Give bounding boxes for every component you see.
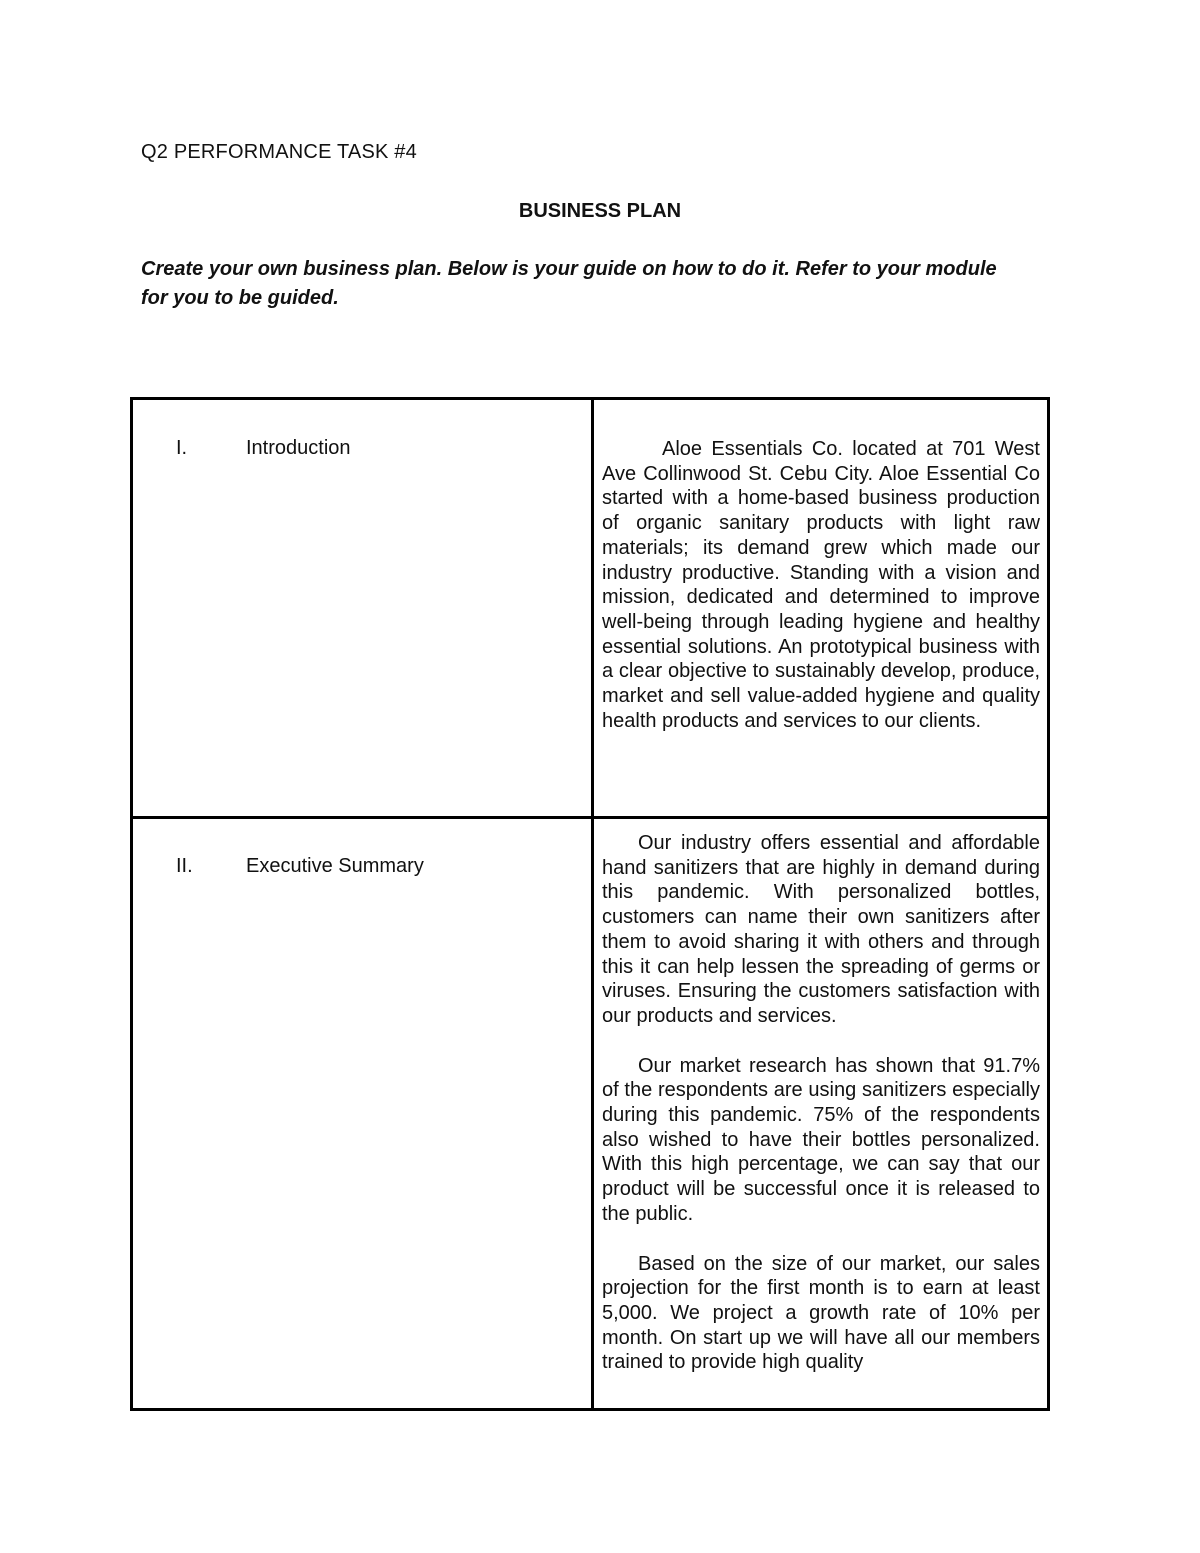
- section-name: Executive Summary: [246, 855, 424, 877]
- column-divider: [591, 400, 594, 1408]
- section-number: II.: [176, 855, 193, 877]
- paragraph: Based on the size of our market, our sales projection for the first month is to earn at least 5,000. We project a growth rate of 10% per month. On start up we will have all our members trained to provide high quality: [602, 1252, 1040, 1374]
- document-title: BUSINESS PLAN: [518, 200, 682, 222]
- section-number: I.: [176, 437, 188, 459]
- paragraph: Aloe Essentials Co. located at 701 West Ave Collinwood St. Cebu City. Aloe Essential Co started with a home-based business production of organic sanitary products with light raw materials; its demand grew which made our industry productive. Standing with a vision and mission, dedicated and determined to improve well-being through leading hygiene and healthy essential solutions. An prototypical business with a clear objective to sustainably develop, produce, market and sell value-added hygiene and quality health products and services to our clients.: [602, 438, 1040, 732]
- section-introduction-content: [602, 437, 1040, 807]
- section-executive-summary-content: [602, 831, 1040, 1403]
- paragraph: Our market research has shown that 91.7% of the respondents are using sanitizers especially during this pandemic. 75% of the respondents also wished to have their bottles personalized. With this high percentage, we can say that our product will be successful once it is released to the public.: [602, 1054, 1040, 1225]
- section-name: Introduction: [246, 437, 351, 459]
- paragraph: Our industry offers essential and affordable hand sanitizers that are highly in demand during this pandemic. With personalized bottles, customers can name their own sanitizers after them to avoid sharing it with others and through this it can help lessen the spreading of germs or viruses. Ensuring the customers satisfaction with our products and services.: [602, 832, 1040, 1027]
- task-title: Q2 PERFORMANCE TASK #4: [141, 141, 417, 163]
- instructions-text: Create your own business plan. Below is your guide on how to do it. Refer to your module for you to be guided.: [141, 258, 997, 309]
- business-plan-table: [130, 397, 1050, 1411]
- row-divider: [133, 816, 1047, 819]
